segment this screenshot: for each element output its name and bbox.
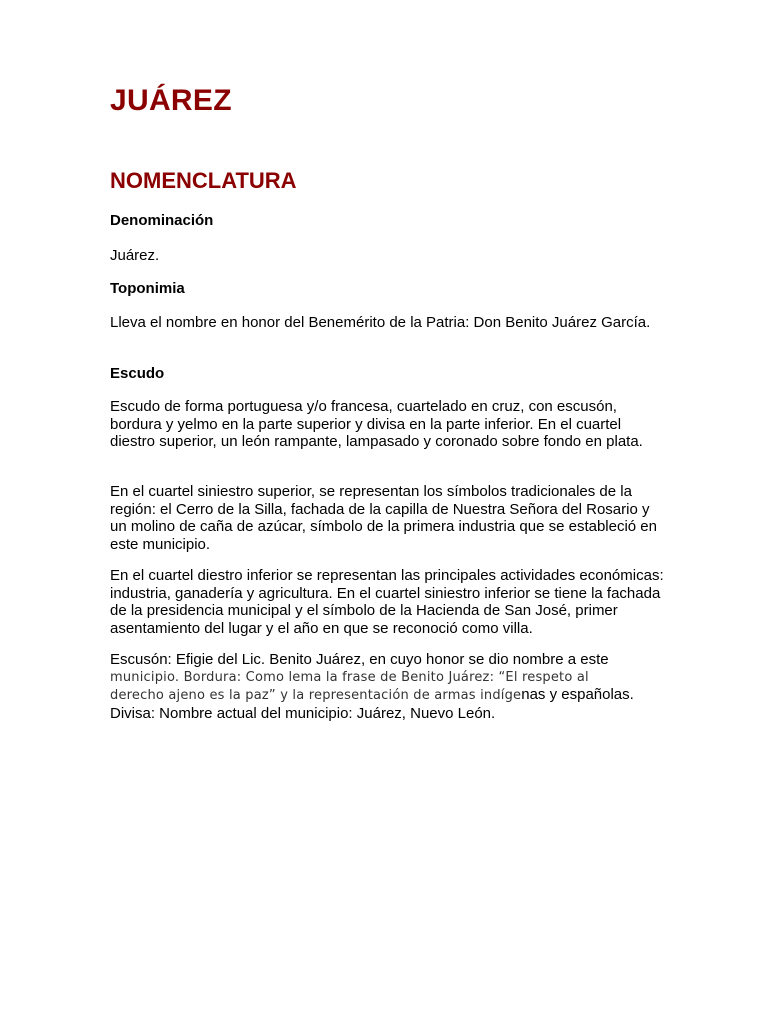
denominacion-text: Juárez. xyxy=(110,247,160,264)
escudo-paragraph-2: En el cuartel siniestro superior, se representan los símbolos tradicionales de la región: el Cerro de la Silla, fachada de la capilla de Nuestra Señora del Rosario y un molino de caña de azúcar, símbolo de la primera industria que se estableció en este municipio. xyxy=(110,483,657,553)
lema-text-light: derecho ajeno es la paz” y la representación de armas indíge xyxy=(110,688,522,703)
escudo-paragraph-3: En el cuartel diestro inferior se representan las principales actividades económicas: industria, ganadería y agricultura. En el cuartel siniestro inferior se tiene la fachada de la presidencia municipal y el símbolo de la Hacienda de San José, primer asentamiento del lugar y el año en que se reconoció como villa. xyxy=(110,567,664,637)
heading-toponimia: Toponimia xyxy=(110,280,185,297)
toponimia-text: Lleva el nombre en honor del Benemérito de la Patria: Don Benito Juárez García. xyxy=(110,314,651,331)
heading-denominacion: Denominación xyxy=(110,212,214,229)
divisa-line: Divisa: Nombre actual del municipio: Juárez, Nuevo León. xyxy=(110,704,496,722)
heading-escudo: Escudo xyxy=(110,365,165,382)
section-title-nomenclatura: NOMENCLATURA xyxy=(110,168,297,193)
escuson-line: Escusón: Efigie del Lic. Benito Juárez, en cuyo honor se dio nombre a este xyxy=(110,651,609,668)
bordura-line: municipio. Bordura: Como lema la frase de Benito Juárez: “El respeto al xyxy=(110,669,589,685)
escudo-paragraph-1: Escudo de forma portuguesa y/o francesa, cuartelado en cruz, con escusón, bordura y yelmo en la parte superior y divisa en la parte inferior. En el cuartel diestro superior, un león rampante, lampasado y coronado sobre fondo en plata. xyxy=(110,398,643,450)
lema-line xyxy=(110,686,670,705)
escudo-paragraph-4 xyxy=(110,651,670,722)
document-title: JUÁREZ xyxy=(110,84,232,117)
lema-text-rest: nas y españolas. xyxy=(521,686,634,703)
